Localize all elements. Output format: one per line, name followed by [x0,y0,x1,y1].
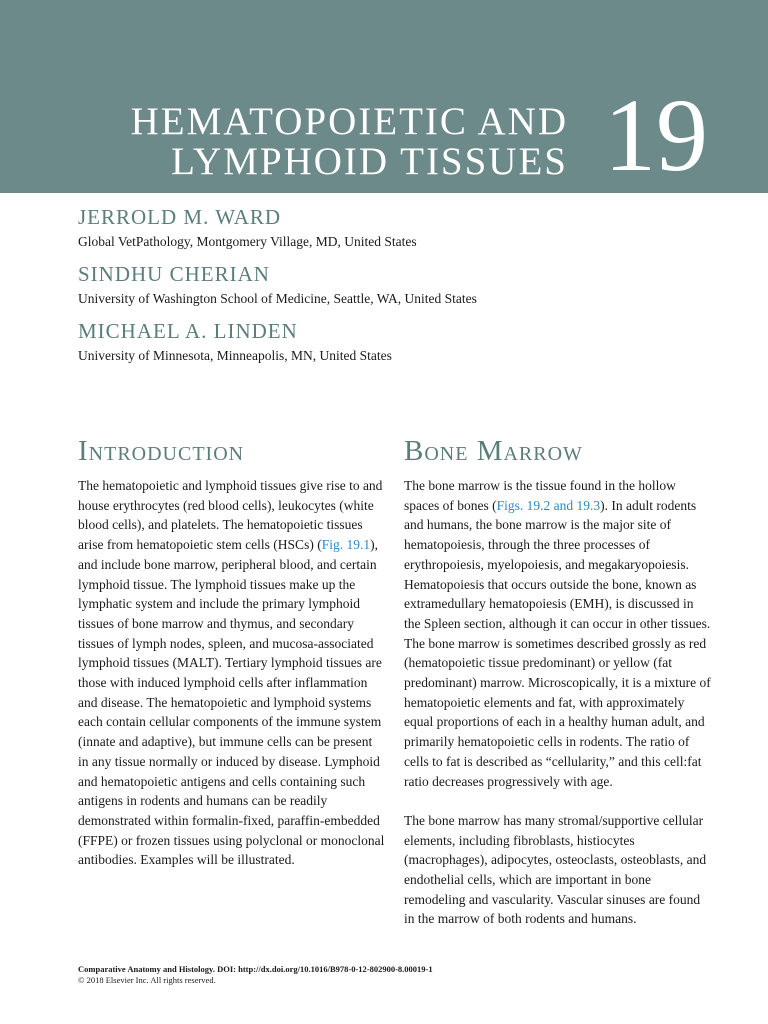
paragraph-text: ), and include bone marrow, peripheral blood, and certain lymphoid tissue. The lymphoid tissues make up the lymphatic system and include the primary lymphoid tissues of bone marrow and thymus, and secondary tissues of lymph nodes, spleen, and mucosa-associated lymphoid tissues (MALT). Tertiary lymphoid tissues are those with induced lymphoid cells after inflammation and disease. The hematopoietic and lymphoid systems each contain cellular components of the immune system (innate and adaptive), but immune cells can be present in any tissue normally or induced by disease. Lymphoid and hematopoietic antigens and cells containing such antigens in rodents and humans can be readily demonstrated within formalin-fixed, paraffin-embedded (FFPE) or frozen tissues using polyclonal or monoclonal antibodies. Examples will be illustrated. [78,537,385,868]
introduction-heading: Introduction [78,435,245,467]
bone-marrow-paragraph [404,476,712,791]
author-block [78,318,392,365]
chapter-title [131,102,568,182]
paragraph-text: The hematopoietic and lymphoid tissues give rise to and house erythrocytes (red blood cells), leukocytes (white blood cells), and platelets. The hematopoietic tissues arise from hematopoietic stem cells (HSCs) ( [78,478,383,553]
author-block [78,261,477,308]
footer-citation: Comparative Anatomy and Histology. DOI: http://dx.doi.org/10.1016/B978-0-12-802900-8.00019-1 [78,964,433,974]
author-name: JERROLD M. WARD [78,205,282,229]
figure-link[interactable]: Figs. 19.2 and 19.3 [496,497,601,513]
author-name: SINDHU CHERIAN [78,262,270,286]
paragraph-text: ). In adult rodents and humans, the bone marrow is the major site of hematopoiesis, through the three processes of erythropoiesis, myelopoiesis, and megakaryopoiesis. Hematopoiesis that occurs outside the bone, known as extramedullary hematopoiesis (EMH), is discussed in the Spleen section, although it can occur in other tissues. The bone marrow is sometimes described grossly as red (hematopoietic tissue predominant) or yellow (fat predominant) marrow. Microscopically, it is a mixture of hematopoietic elements and fat, with approximately equal proportions of each in a healthy human adult, and primarily hematopoietic cells in rodents. The ratio of cells to fat is described as “cellularity,” and this cell:fat ratio decreases progressively with age. [404,497,711,789]
figure-link[interactable]: Fig. 19.1 [321,537,371,553]
paragraph-text: The bone marrow is the tissue found in the hollow spaces of bones ( [404,478,676,513]
author-affiliation: University of Washington School of Medicine, Seattle, WA, United States [78,291,477,306]
author-block [78,204,417,251]
introduction-paragraph [78,476,386,870]
bone-marrow-column [404,434,712,949]
introduction-column [78,434,386,890]
author-affiliation: University of Minnesota, Minneapolis, MN, United States [78,348,392,363]
page-footer [78,964,433,986]
author-affiliation: Global VetPathology, Montgomery Village, MD, United States [78,234,417,249]
bone-marrow-paragraph: The bone marrow has many stromal/supportive cellular elements, including fibroblasts, histiocytes (macrophages), adipocytes, osteoclasts, osteoblasts, and endothelial cells, which are important in bone remodeling and vascularity. Vascular sinuses are found in the marrow of both rodents and humans. [404,812,707,927]
chapter-title-line-1: HEMATOPOIETIC AND [130,100,568,143]
bone-marrow-heading: Bone Marrow [404,435,583,467]
footer-copyright: © 2018 Elsevier Inc. All rights reserved. [78,975,216,985]
chapter-title-line-2: LYMPHOID TISSUES [171,140,568,183]
author-name: MICHAEL A. LINDEN [78,319,298,343]
chapter-number: 19 [604,78,708,193]
chapter-banner [0,0,768,193]
